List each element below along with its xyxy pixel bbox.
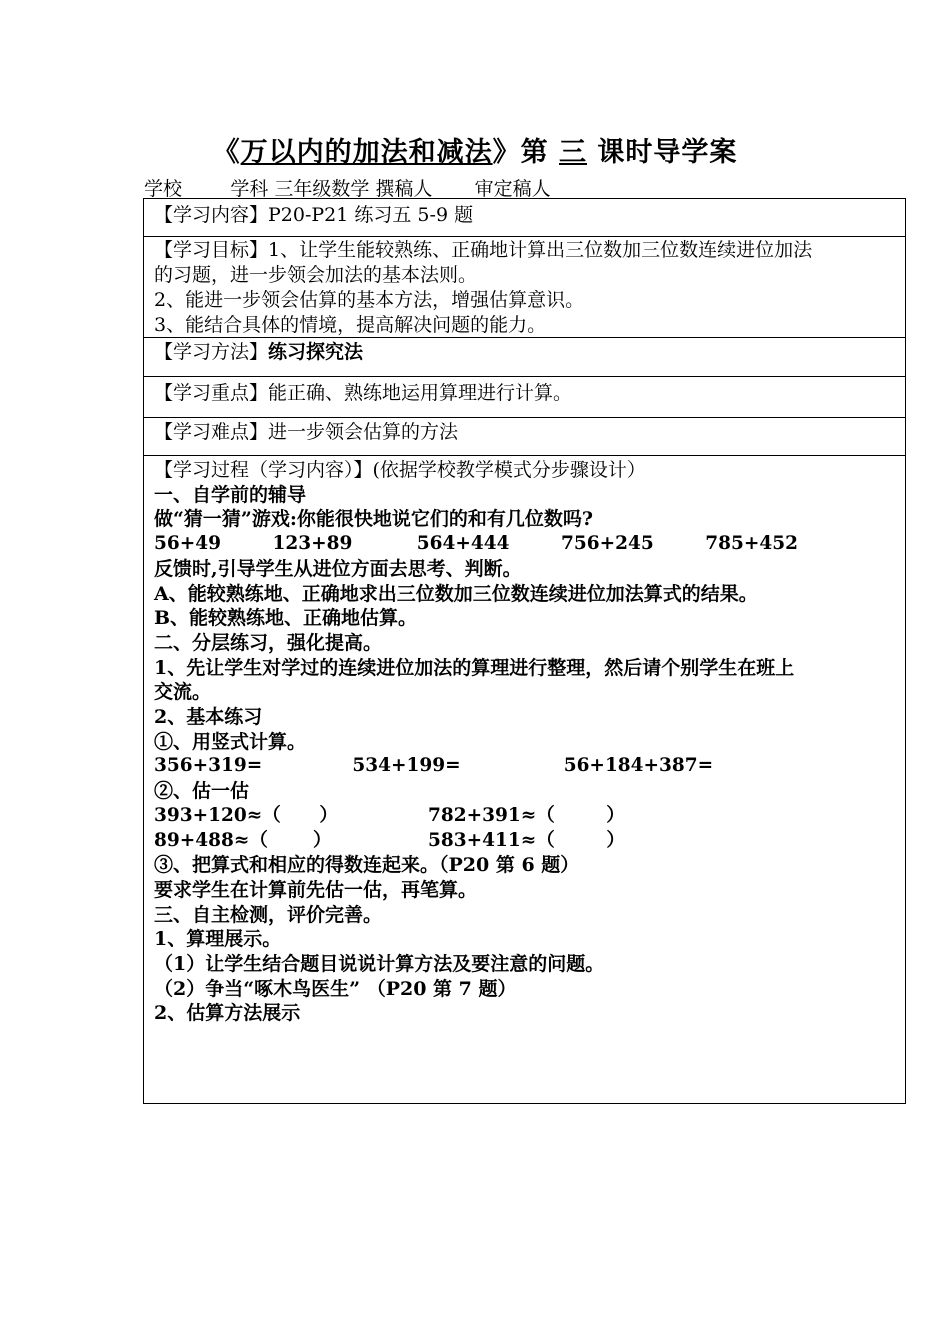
process-line: 交流。 <box>154 681 212 704</box>
title-topic: 万以内的加法和减法 <box>240 137 493 168</box>
goals-label: 【学习目标】 <box>154 239 269 261</box>
process-line: 反馈时,引导学生从进位方面去思考、判断。 <box>154 557 522 580</box>
process-line: ②、估一估 <box>154 780 250 803</box>
goals-line1b: 的习题，进一步领会加法的基本法则。 <box>154 264 478 286</box>
content-label: 【学习内容】 <box>154 204 269 226</box>
process-line: 2、估算方法展示 <box>154 1002 301 1025</box>
process-line: A、能较熟练地、正确地求出三位数加三位数连续进位加法算式的结果。 <box>154 582 758 605</box>
difficulty-label: 【学习难点】 <box>154 421 269 443</box>
process-line: ③、把算式和相应的得数连起来。（P20 第 6 题） <box>154 854 580 877</box>
lesson-table <box>143 198 906 1104</box>
row-key <box>144 376 905 417</box>
content-text: P20-P21 练习五 5-9 题 <box>268 204 474 226</box>
page-title <box>0 130 950 169</box>
title-lesson-number: 三 <box>559 137 587 168</box>
row-difficulty <box>144 417 905 455</box>
process-header: 【学习过程（学习内容）】(依据学校教学模式分步骤设计） <box>154 459 646 481</box>
process-line: 2、基本练习 <box>154 706 263 729</box>
process-line: 1、先让学生对学过的连续进位加法的算理进行整理，然后请个别学生在班上 <box>154 656 795 679</box>
row-content <box>144 199 905 236</box>
process-line: 56+49 123+89 564+444 756+245 785+452 <box>154 533 799 555</box>
process-line: （1）让学生结合题目说说计算方法及要注意的问题。 <box>154 953 605 976</box>
process-line: B、能较熟练地、正确地估算。 <box>154 607 418 630</box>
process-line: 393+120≈（ ） 782+391≈（ ） <box>154 804 625 826</box>
row-goals <box>144 236 905 337</box>
meta-line: 学校 学科 三年级数学 撰稿人 审定稿人 <box>144 178 551 200</box>
goals-line1: 1、让学生能较熟练、正确地计算出三位数加三位数连续进位加法 <box>268 239 813 261</box>
title-tail: 课时导学案 <box>597 137 738 168</box>
goals-line2: 2、能进一步领会估算的基本方法，增强估算意识。 <box>154 289 585 311</box>
goals-line3: 3、能结合具体的情境，提高解决问题的能力。 <box>154 314 547 336</box>
process-line: 要求学生在计算前先估一估，再笔算。 <box>154 878 478 901</box>
key-text: 能正确、熟练地运用算理进行计算。 <box>268 382 573 404</box>
title-mid: 》第 <box>492 137 549 168</box>
process-line: 做“猜一猜”游戏:你能很快地说它们的和有几位数吗? <box>154 508 594 531</box>
process-line: 一、自学前的辅导 <box>154 483 307 506</box>
difficulty-text: 进一步领会估算的方法 <box>268 421 459 443</box>
method-text: 练习探究法 <box>268 341 364 363</box>
row-method <box>144 337 905 376</box>
row-process <box>144 455 905 1103</box>
title-open: 《 <box>212 137 241 168</box>
key-label: 【学习重点】 <box>154 382 269 404</box>
process-line: 356+319= 534+199= 56+184+387= <box>154 755 714 777</box>
process-line: ①、用竖式计算。 <box>154 730 307 753</box>
process-line: 二、分层练习，强化提高。 <box>154 631 383 654</box>
method-label: 【学习方法】 <box>154 341 269 363</box>
process-line: 89+488≈（ ） 583+411≈（ ） <box>154 829 625 851</box>
process-line: 三、自主检测，评价完善。 <box>154 903 383 926</box>
process-line: 1、算理展示。 <box>154 928 282 951</box>
process-line: （2）争当“啄木鸟医生” （P20 第 7 题） <box>154 977 517 1000</box>
